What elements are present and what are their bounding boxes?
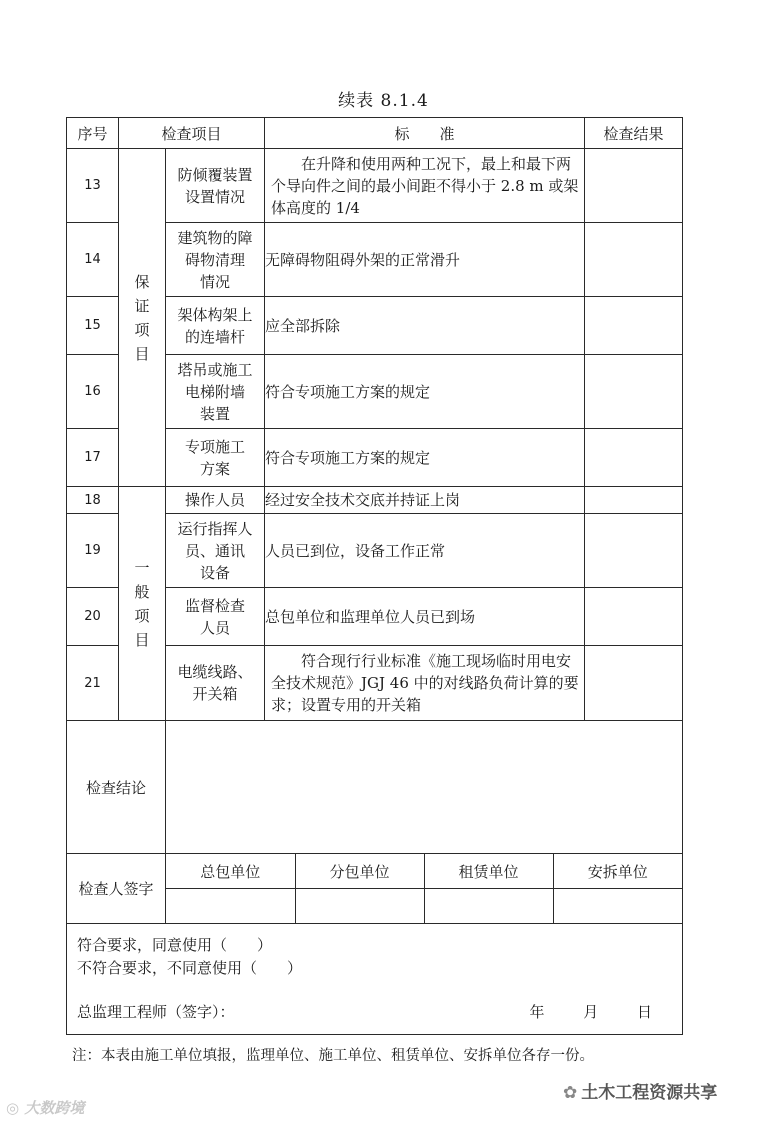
category-char: 一 [134,558,150,577]
signature-unit-general: 总包单位 [166,854,295,889]
result-cell[interactable] [585,429,683,487]
signature-table [166,854,682,923]
header-row [67,118,683,149]
item-cell [166,646,265,721]
watermark-left [6,1097,84,1118]
row-number: 18 [67,487,119,514]
item-cell [166,514,265,588]
item-line: 设备 [200,563,231,582]
table-title: 续表 8.1.4 [338,91,429,111]
item-line: 方案 [200,459,231,478]
agree-option[interactable]: 符合要求，同意使用（ ） [77,936,273,954]
header-standard: 标 准 [265,118,585,149]
standard-cell: 符合专项施工方案的规定 [265,355,585,429]
conclusion-field[interactable] [166,721,683,854]
signature-field[interactable] [553,889,682,924]
category-general [119,487,166,721]
header-item: 检查项目 [119,118,265,149]
row-number: 20 [67,588,119,646]
category-char: 目 [134,344,150,363]
item-line: 塔吊或施工 [177,360,253,379]
item-line: 装置 [200,404,231,423]
category-char: 般 [134,582,150,601]
row-number: 14 [67,223,119,297]
row-number: 13 [67,149,119,223]
item-line: 防倾覆装置 [177,165,253,184]
result-cell[interactable] [585,297,683,355]
result-cell[interactable] [585,588,683,646]
item-line: 的连墙杆 [185,327,246,346]
wechat-icon: ✿ [563,1083,578,1103]
row-number: 16 [67,355,119,429]
row-number: 19 [67,514,119,588]
item-line: 监督检查 [185,596,246,615]
category-char: 保 [134,272,150,291]
category-char: 目 [134,630,150,649]
category-char: 项 [134,606,150,625]
signature-field[interactable] [295,889,424,924]
signature-unit-lease: 租赁单位 [424,854,553,889]
watermark-left-icon: ◎ [6,1099,25,1117]
disagree-option[interactable]: 不符合要求，不同意使用（ ） [77,959,303,977]
result-cell[interactable] [585,646,683,721]
item-line: 建筑物的障 [177,228,253,247]
standard-cell: 符合现行行业标准《施工现场临时用电安全技术规范》JGJ 46 中的对线路负荷计算的要求；设置专用的开关箱 [265,646,585,721]
item-cell [166,149,265,223]
item-line: 碍物清理 [185,250,246,269]
category-char: 项 [134,320,150,339]
item-line: 设置情况 [185,187,246,206]
table-row [67,487,683,514]
category-char: 证 [134,296,150,315]
watermark-right-text: 土木工程资源共享 [581,1083,718,1103]
item-line: 开关箱 [192,685,238,703]
item-line: 运行指挥人 [177,519,253,538]
item-line: 电梯附墙 [185,382,246,401]
item-line: 人员 [200,618,231,637]
standard-cell: 符合专项施工方案的规定 [265,429,585,487]
standard-cell: 在升降和使用两种工况下，最上和最下两个导向件之间的最小间距不得小于 2.8 m 或架体高度的 1/4 [265,149,585,223]
item-cell [166,429,265,487]
standard-cell: 无障碍物阻碍外架的正常滑升 [265,223,585,297]
signature-row [67,854,683,924]
signature-unit-install: 安拆单位 [553,854,682,889]
item-line: 电缆线路、 [177,663,253,681]
item-cell [166,487,265,514]
result-cell[interactable] [585,355,683,429]
conclusion-label: 检查结论 [67,721,166,854]
header-seq: 序号 [67,118,119,149]
watermark-right [563,1078,717,1103]
row-number: 21 [67,646,119,721]
item-line: 员、通讯 [185,541,246,560]
watermark-left-text: 大数跨境 [24,1099,85,1117]
signature-unit-sub: 分包单位 [295,854,424,889]
header-result: 检查结果 [585,118,683,149]
signature-field[interactable] [166,889,295,924]
item-cell [166,223,265,297]
item-line: 专项施工 [185,437,246,456]
item-cell [166,297,265,355]
row-number: 15 [67,297,119,355]
date-field[interactable]: 年 月 日 [529,1003,653,1021]
table-row [67,149,683,223]
inspection-table [66,117,683,1035]
signature-field[interactable] [424,889,553,924]
result-cell[interactable] [585,514,683,588]
standard-cell: 人员已到位，设备工作正常 [265,514,585,588]
approval-cell [67,924,683,1035]
signature-label: 检查人签字 [67,854,166,924]
item-line: 操作人员 [185,491,246,509]
approval-row [67,924,683,1035]
category-guarantee [119,149,166,487]
standard-cell: 应全部拆除 [265,297,585,355]
result-cell[interactable] [585,487,683,514]
item-cell [166,355,265,429]
chief-engineer-signature[interactable]: 总监理工程师（签字）： [77,1003,235,1021]
standard-cell: 经过安全技术交底并持证上岗 [265,487,585,514]
signature-grid [166,854,683,924]
conclusion-row [67,721,683,854]
standard-cell: 总包单位和监理单位人员已到场 [265,588,585,646]
result-cell[interactable] [585,149,683,223]
row-number: 17 [67,429,119,487]
result-cell[interactable] [585,223,683,297]
table-note: 注：本表由施工单位填报，监理单位、施工单位、租赁单位、安拆单位各存一份。 [72,1048,594,1064]
item-cell [166,588,265,646]
item-line: 架体构架上 [177,305,253,324]
item-line: 情况 [200,272,231,291]
